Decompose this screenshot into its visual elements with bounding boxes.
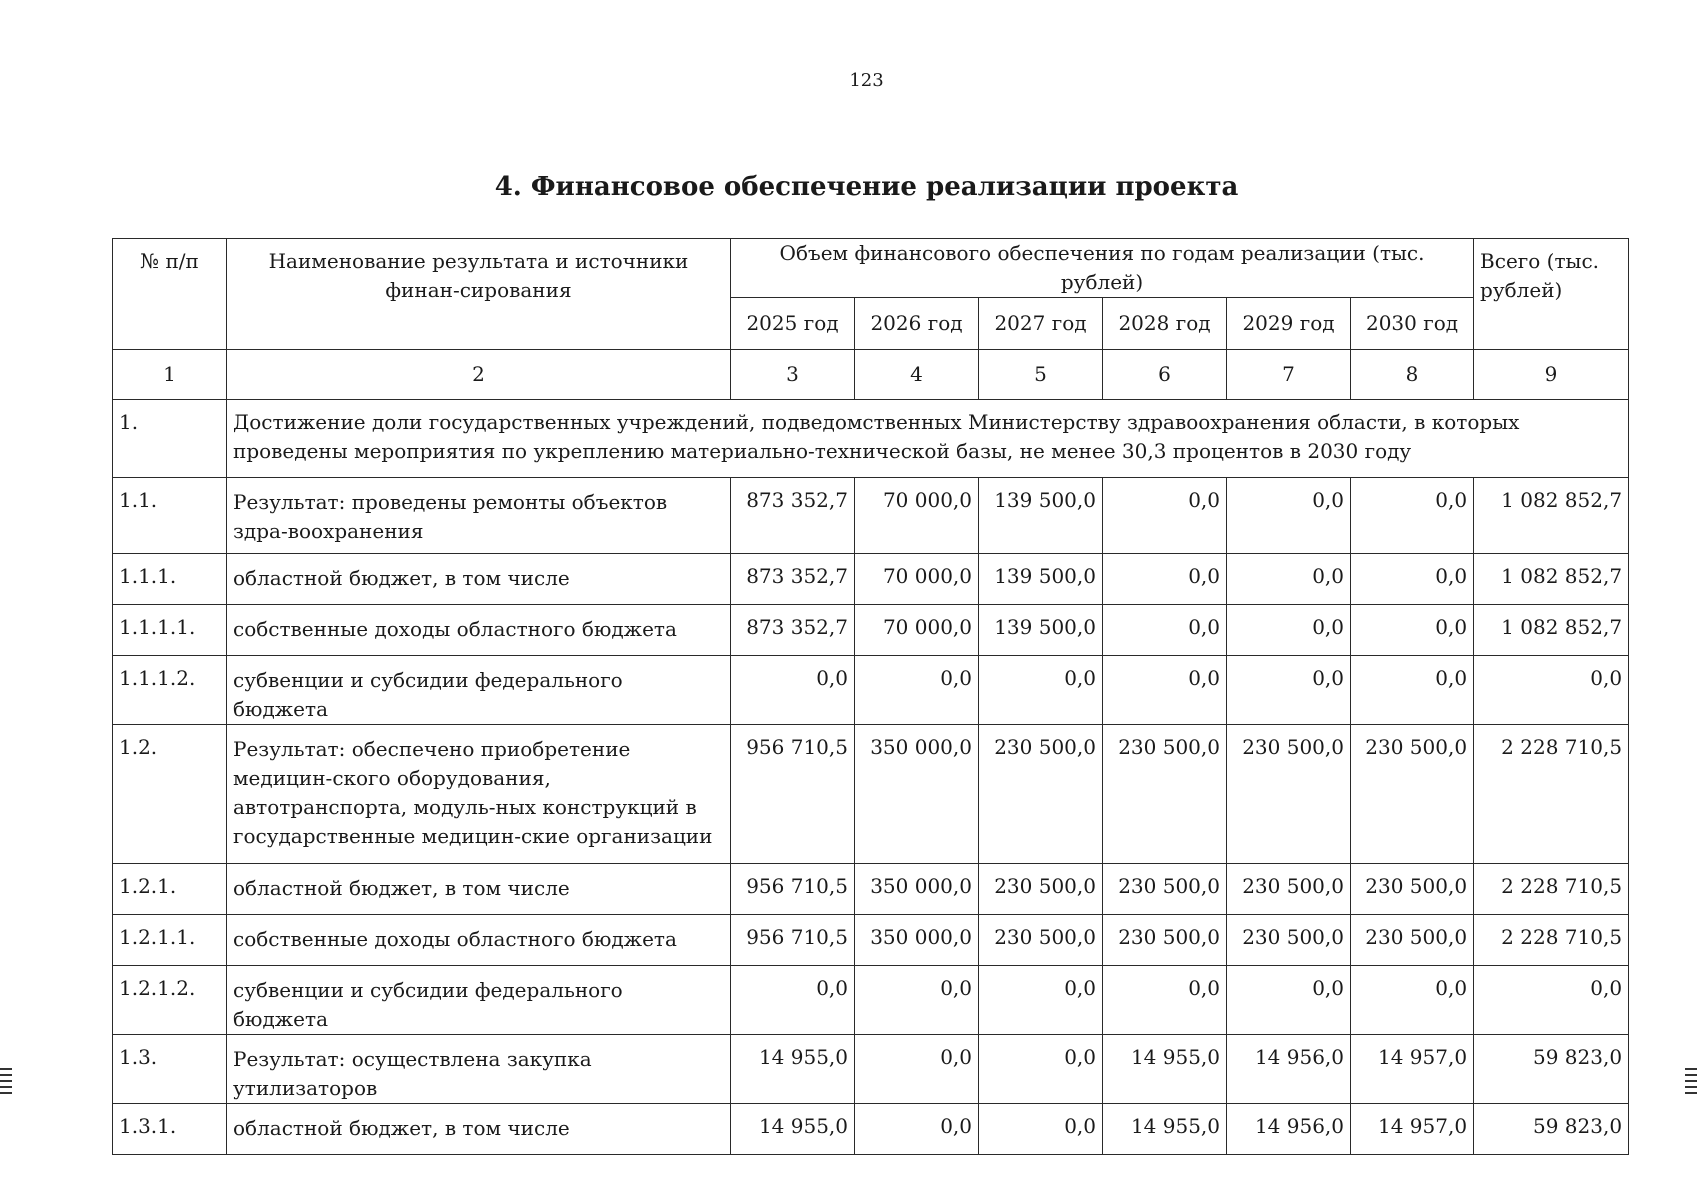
row-total: 0,0 <box>1474 656 1629 725</box>
row-value: 350 000,0 <box>855 725 979 864</box>
row-total: 2 228 710,5 <box>1474 864 1629 915</box>
section-text: Достижение доли государственных учреждений, подведомственных Министерству здравоохранения области, в которых проведены мероприятия по укреплению материально-технической базы, не менее 30,3 процентов в 2030 году <box>227 400 1629 478</box>
row-value: 14 955,0 <box>731 1104 855 1155</box>
row-value: 14 957,0 <box>1351 1104 1474 1155</box>
margin-mark-left <box>0 1068 12 1096</box>
row-value: 230 500,0 <box>1103 915 1227 966</box>
table-row <box>113 554 1629 605</box>
row-num: 1.1.1.2. <box>113 656 227 725</box>
table-row <box>113 605 1629 656</box>
row-num: 1.1.1.1. <box>113 605 227 656</box>
row-value: 0,0 <box>979 966 1103 1035</box>
row-value: 956 710,5 <box>731 725 855 864</box>
header-name: Наименование результата и источники финан-сирования <box>227 239 731 350</box>
row-total: 1 082 852,7 <box>1474 605 1629 656</box>
header-year: 2030 год <box>1351 298 1474 350</box>
row-value: 230 500,0 <box>1227 915 1351 966</box>
row-value: 0,0 <box>1227 656 1351 725</box>
row-value: 14 956,0 <box>1227 1035 1351 1104</box>
row-total: 0,0 <box>1474 966 1629 1035</box>
margin-mark-right <box>1685 1068 1697 1096</box>
row-value: 0,0 <box>1103 605 1227 656</box>
row-value: 0,0 <box>1103 478 1227 554</box>
row-value: 0,0 <box>1103 966 1227 1035</box>
row-value: 230 500,0 <box>1351 725 1474 864</box>
header-year: 2025 год <box>731 298 855 350</box>
row-value: 0,0 <box>1351 478 1474 554</box>
row-num: 1.1.1. <box>113 554 227 605</box>
row-value: 0,0 <box>979 656 1103 725</box>
row-value: 230 500,0 <box>1227 864 1351 915</box>
row-value: 0,0 <box>855 966 979 1035</box>
row-value: 0,0 <box>731 966 855 1035</box>
column-number: 6 <box>1103 350 1227 400</box>
column-number: 5 <box>979 350 1103 400</box>
row-value: 139 500,0 <box>979 478 1103 554</box>
row-total: 59 823,0 <box>1474 1035 1629 1104</box>
row-value: 0,0 <box>1227 966 1351 1035</box>
row-value: 139 500,0 <box>979 605 1103 656</box>
row-value: 14 955,0 <box>1103 1104 1227 1155</box>
row-value: 0,0 <box>1103 656 1227 725</box>
row-total: 1 082 852,7 <box>1474 554 1629 605</box>
table-row <box>113 915 1629 966</box>
row-value: 873 352,7 <box>731 554 855 605</box>
table-row <box>113 656 1629 725</box>
row-name: собственные доходы областного бюджета <box>227 915 731 966</box>
row-value: 70 000,0 <box>855 605 979 656</box>
row-num: 1.3. <box>113 1035 227 1104</box>
row-value: 0,0 <box>1351 966 1474 1035</box>
row-value: 0,0 <box>1351 554 1474 605</box>
row-value: 873 352,7 <box>731 478 855 554</box>
document-title: 4. Финансовое обеспечение реализации проекта <box>494 172 1239 202</box>
header-num: № п/п <box>113 239 227 350</box>
header-year: 2027 год <box>979 298 1103 350</box>
row-value: 350 000,0 <box>855 915 979 966</box>
header-row <box>113 239 1629 298</box>
row-value: 873 352,7 <box>731 605 855 656</box>
row-value: 14 957,0 <box>1351 1035 1474 1104</box>
table-row <box>113 864 1629 915</box>
column-number: 4 <box>855 350 979 400</box>
row-value: 14 955,0 <box>1103 1035 1227 1104</box>
column-number: 8 <box>1351 350 1474 400</box>
page-number: 123 <box>849 70 884 91</box>
row-value: 350 000,0 <box>855 864 979 915</box>
row-value: 230 500,0 <box>1103 864 1227 915</box>
row-value: 230 500,0 <box>1227 725 1351 864</box>
table-row <box>113 1035 1629 1104</box>
row-value: 0,0 <box>1227 605 1351 656</box>
row-num: 1.2.1.1. <box>113 915 227 966</box>
row-value: 0,0 <box>855 1104 979 1155</box>
column-number-row <box>113 350 1629 400</box>
column-number: 1 <box>113 350 227 400</box>
table-row <box>113 1104 1629 1155</box>
row-value: 70 000,0 <box>855 478 979 554</box>
row-value: 0,0 <box>1103 554 1227 605</box>
row-value: 0,0 <box>1351 605 1474 656</box>
row-value: 0,0 <box>979 1035 1103 1104</box>
row-num: 1.2. <box>113 725 227 864</box>
row-name: областной бюджет, в том числе <box>227 864 731 915</box>
row-name: субвенции и субсидии федерального бюджета <box>227 656 731 725</box>
row-value: 230 500,0 <box>1351 915 1474 966</box>
section-num: 1. <box>113 400 227 478</box>
header-year: 2028 год <box>1103 298 1227 350</box>
table-row <box>113 966 1629 1035</box>
table-row <box>113 478 1629 554</box>
row-value: 0,0 <box>1351 656 1474 725</box>
row-value: 230 500,0 <box>1351 864 1474 915</box>
row-name: областной бюджет, в том числе <box>227 1104 731 1155</box>
header-year: 2026 год <box>855 298 979 350</box>
row-total: 2 228 710,5 <box>1474 725 1629 864</box>
financing-table <box>112 238 1629 1155</box>
row-value: 956 710,5 <box>731 915 855 966</box>
row-total: 59 823,0 <box>1474 1104 1629 1155</box>
row-value: 0,0 <box>1227 554 1351 605</box>
table-row <box>113 725 1629 864</box>
row-num: 1.1. <box>113 478 227 554</box>
row-value: 230 500,0 <box>979 725 1103 864</box>
row-value: 139 500,0 <box>979 554 1103 605</box>
row-name: Результат: проведены ремонты объектов здра-воохранения <box>227 478 731 554</box>
row-name: собственные доходы областного бюджета <box>227 605 731 656</box>
row-value: 230 500,0 <box>1103 725 1227 864</box>
row-value: 0,0 <box>855 1035 979 1104</box>
row-value: 0,0 <box>1227 478 1351 554</box>
column-number: 3 <box>731 350 855 400</box>
row-num: 1.2.1.2. <box>113 966 227 1035</box>
row-value: 230 500,0 <box>979 915 1103 966</box>
column-number: 7 <box>1227 350 1351 400</box>
row-num: 1.2.1. <box>113 864 227 915</box>
row-total: 2 228 710,5 <box>1474 915 1629 966</box>
column-number: 2 <box>227 350 731 400</box>
header-volume: Объем финансового обеспечения по годам реализации (тыс. рублей) <box>731 239 1474 298</box>
row-value: 230 500,0 <box>979 864 1103 915</box>
header-total: Всего (тыс. рублей) <box>1474 239 1629 350</box>
row-name: областной бюджет, в том числе <box>227 554 731 605</box>
column-number: 9 <box>1474 350 1629 400</box>
row-name: Результат: обеспечено приобретение медицин-ского оборудования, автотранспорта, модуль-ных конструкций в государственные медицин-ские организации <box>227 725 731 864</box>
row-value: 956 710,5 <box>731 864 855 915</box>
header-year: 2029 год <box>1227 298 1351 350</box>
row-value: 0,0 <box>855 656 979 725</box>
row-name: субвенции и субсидии федерального бюджета <box>227 966 731 1035</box>
row-name: Результат: осуществлена закупка утилизаторов <box>227 1035 731 1104</box>
row-total: 1 082 852,7 <box>1474 478 1629 554</box>
row-value: 0,0 <box>731 656 855 725</box>
row-value: 0,0 <box>979 1104 1103 1155</box>
section-row <box>113 400 1629 478</box>
row-num: 1.3.1. <box>113 1104 227 1155</box>
row-value: 14 956,0 <box>1227 1104 1351 1155</box>
row-value: 70 000,0 <box>855 554 979 605</box>
row-value: 14 955,0 <box>731 1035 855 1104</box>
